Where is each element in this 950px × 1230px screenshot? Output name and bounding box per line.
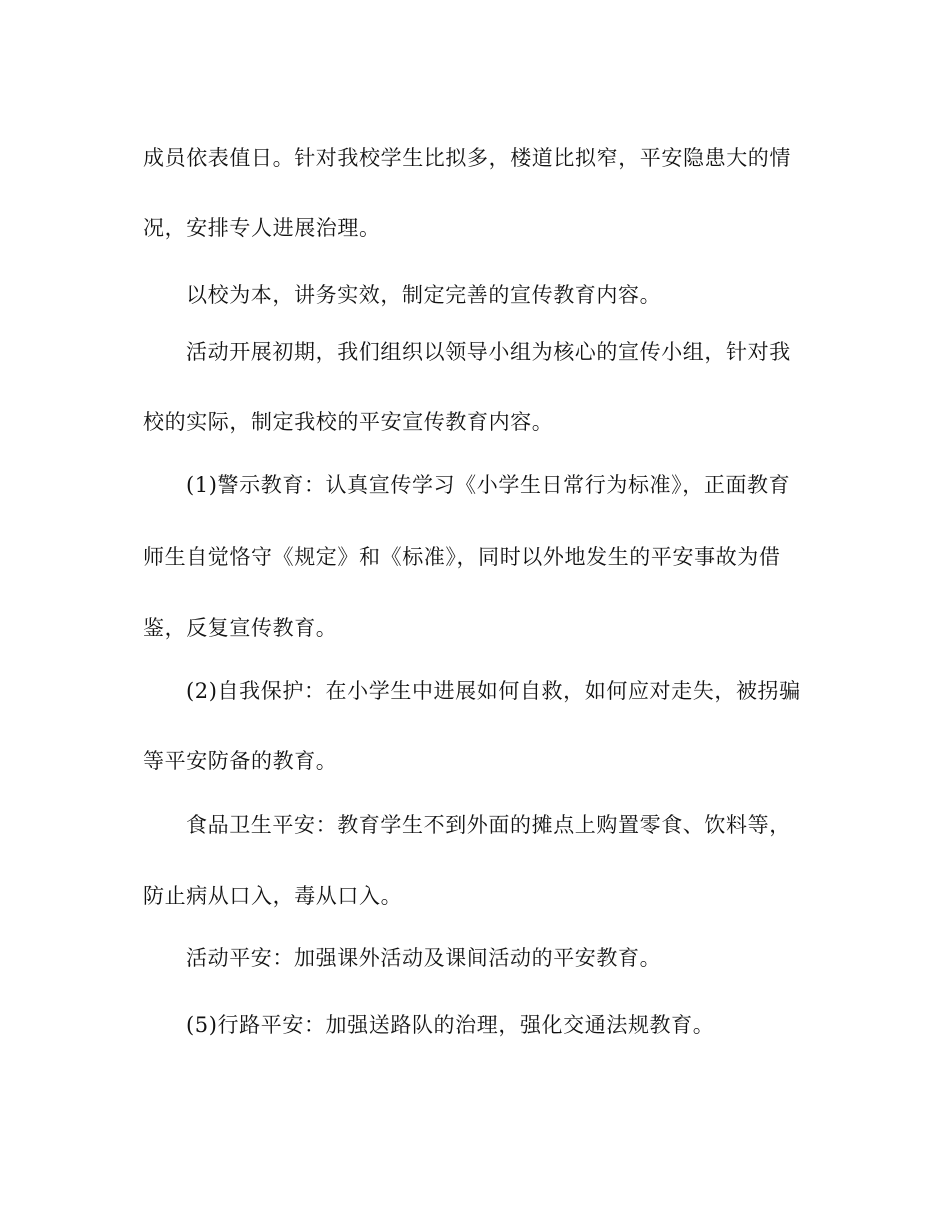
text-line: 师生自觉恪守《规定》和《标准》，同时以外地发生的平安事故为借 [143,545,781,569]
text-line: 防止病从口入，毒从口入。 [143,884,403,908]
text-line: 校的实际，制定我校的平安宣传教育内容。 [143,410,554,434]
paragraph-first-line: 活动平安：加强课外活动及课间活动的平安教育。 [186,946,662,970]
paragraph-first-line: 以校为本，讲务实效，制定完善的宣传教育内容。 [186,283,662,307]
text-line: 鉴，反复宣传教育。 [143,616,338,640]
text-line: 况，安排专人进展治理。 [143,216,381,240]
text-line: 成员依表值日。针对我校学生比拟多，楼道比拟窄，平安隐患大的情 [143,146,791,170]
text-line: 等平安防备的教育。 [143,749,338,773]
paragraph-first-line: 活动开展初期，我们组织以领导小组为核心的宣传小组，针对我 [186,340,791,364]
paragraph-first-line: (1)警示教育：认真宣传学习《小学生日常行为标准》，正面教育 [186,473,791,497]
paragraph-first-line: 食品卫生平安：教育学生不到外面的摊点上购置零食、饮料等， [186,813,791,837]
paragraph-first-line: (2)自我保护：在小学生中进展如何自救，如何应对走失，被拐骗 [186,679,801,703]
paragraph-first-line: (5)行路平安：加强送路队的治理，强化交通法规教育。 [186,1013,715,1037]
